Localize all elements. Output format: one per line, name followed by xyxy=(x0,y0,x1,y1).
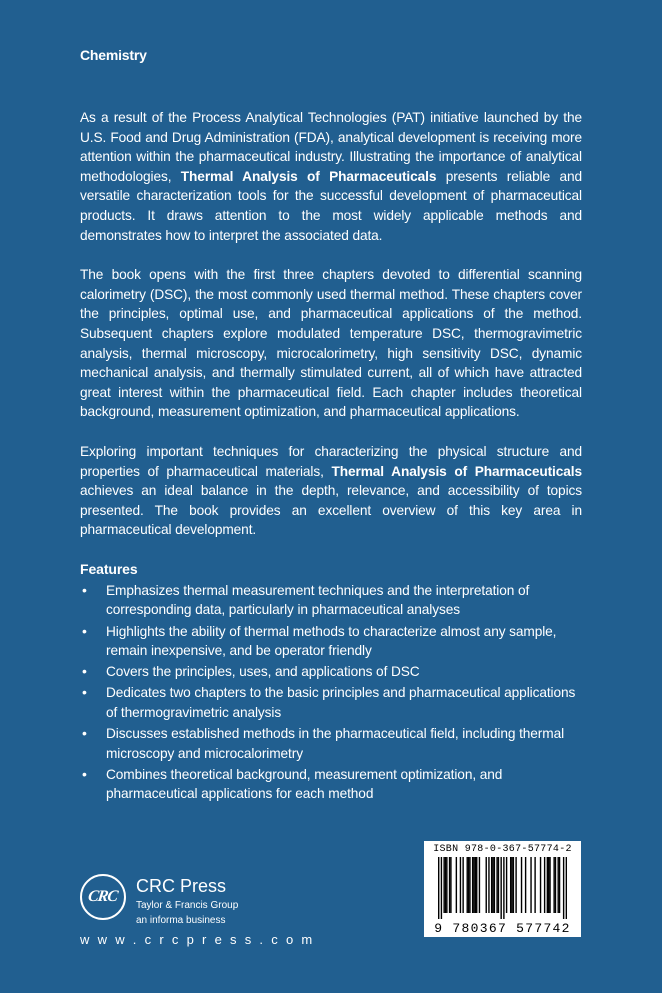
book-title-emphasis: Thermal Analysis of Pharmaceuticals xyxy=(331,463,582,479)
barcode-bar xyxy=(559,857,560,913)
barcode-bar xyxy=(449,857,450,913)
barcode-bar xyxy=(462,857,463,913)
barcode-bar xyxy=(460,857,461,913)
barcode-bar xyxy=(473,857,474,913)
barcode-bar xyxy=(566,857,567,919)
barcode-bar xyxy=(496,857,497,913)
feature-item: • Dedicates two chapters to the basic principles and pharmaceutical applications of thermogravimetric analysis xyxy=(80,683,582,722)
barcode-bar xyxy=(492,857,493,913)
barcode-bar xyxy=(486,857,487,913)
barcode-bar xyxy=(469,857,470,913)
crc-logo-icon xyxy=(80,874,126,920)
feature-item: • Emphasizes thermal measurement techniques and the interpretation of corresponding data, particularly in pharmaceutical analyses xyxy=(80,581,582,620)
barcode-bar xyxy=(549,857,550,913)
barcode-bar xyxy=(540,857,541,913)
paragraph-1-text: As a result of the Process Analytical Technologies (PAT) initiative launched by the U.S. Food and Drug Administration (FDA), analytical development is receiving more attention within the pharmaceutical industry. Illustrating the importance of analytical methodologies, xyxy=(80,110,582,184)
features-list xyxy=(80,581,582,804)
barcode-bar xyxy=(534,857,535,913)
paragraph-1-text-end: presents reliable and versatile characterization tools for the successful development of pharmaceutical products. It draws attention to the most widely applicable methods and demonstrates how to interpret the associated data. xyxy=(80,168,582,243)
barcode-bar xyxy=(441,857,442,919)
barcode-bar xyxy=(472,857,473,913)
publisher-name: CRC Press xyxy=(136,876,227,896)
barcode-bar xyxy=(498,857,499,913)
barcode-bar xyxy=(488,857,489,913)
back-cover-content xyxy=(80,108,582,805)
barcode-bar xyxy=(438,857,439,919)
features-heading: Features xyxy=(80,560,138,577)
barcode-bar xyxy=(511,857,512,913)
barcode-bar xyxy=(544,857,545,913)
barcode-bar xyxy=(557,857,558,913)
paragraph-2-text: The book opens with the first three chapters devoted to differential scanning calorimetry (DSC), the most commonly used thermal method. These chapters cover the principles, optimal use, and pharmaceutical applications of the method. Subsequent chapters explore modulated temperature DSC, thermogravimetric analysis, thermal microscopy, microcalorimetry, high sensitivity DSC, dynamic mechanical analysis, and thermally stimulated current, all of which have attracted great interest within the pharmaceutical field. Each chapter includes theoretical background, measurement optimization, and pharmaceutical applications. xyxy=(80,267,582,420)
barcode-bar xyxy=(513,857,514,913)
barcode-bar xyxy=(548,857,549,913)
barcode-bar xyxy=(530,857,531,913)
category-label: Chemistry xyxy=(80,47,147,63)
publisher-tagline: an informa business xyxy=(136,915,226,926)
barcode-bar xyxy=(521,857,522,913)
publisher-group: Taylor & Francis Group xyxy=(136,900,239,911)
barcode-bar xyxy=(555,857,556,913)
description-paragraph-3 xyxy=(80,442,582,540)
barcode-bar xyxy=(443,857,444,913)
paragraph-3-text: Exploring important techniques for characterizing the physical structure and properties of pharmaceutical materials, xyxy=(80,443,582,479)
barcode-bar xyxy=(467,857,468,913)
barcode-bar xyxy=(446,857,447,913)
feature-item: • Covers the principles, uses, and applications of DSC xyxy=(80,662,582,682)
barcode-bar xyxy=(468,857,469,913)
barcode-bar xyxy=(515,857,516,913)
barcode-bar xyxy=(525,857,526,913)
barcode-bars xyxy=(438,857,567,919)
description-paragraph-1 xyxy=(80,108,582,245)
description-paragraph-2 xyxy=(80,265,582,422)
feature-item: • Discusses established methods in the pharmaceutical field, including thermal microscopy and microcalorimetry xyxy=(80,724,582,763)
isbn-barcode xyxy=(424,841,581,937)
feature-item: • Highlights the ability of thermal methods to characterize almost any sample, remain inexpensive, and be operator friendly xyxy=(80,622,582,661)
barcode-bar xyxy=(476,857,477,913)
barcode-bar xyxy=(479,857,480,913)
barcode-bar xyxy=(491,857,492,913)
barcode-bar xyxy=(553,857,554,913)
feature-item: • Combines theoretical background, measurement optimization, and pharmaceutical applications for each method xyxy=(80,765,582,804)
barcode-bar xyxy=(445,857,446,913)
barcode-bar xyxy=(510,857,511,913)
barcode-bar xyxy=(475,857,476,913)
barcode-bar xyxy=(456,857,457,913)
barcode-bar xyxy=(563,857,564,919)
isbn-label: ISBN 978-0-367-57774-2 xyxy=(433,844,572,855)
crc-logo-text: CRC xyxy=(87,888,119,905)
ean-digits: 9 780367 577742 xyxy=(434,921,571,936)
barcode-bar xyxy=(500,857,501,919)
barcode-bar xyxy=(503,857,504,919)
barcode-bar xyxy=(506,857,507,913)
barcode-bar xyxy=(494,857,495,913)
book-title-emphasis: Thermal Analysis of Pharmaceuticals xyxy=(180,168,437,184)
paragraph-3-text-end: achieves an ideal balance in the depth, relevance, and accessibility of topics presented. The book provides an excellent overview of this key area in pharmaceutical development. xyxy=(80,483,582,538)
barcode-bar xyxy=(547,857,548,913)
barcode-bar xyxy=(450,857,451,913)
publisher-website[interactable]: w w w . c r c p r e s s . c o m xyxy=(80,932,315,947)
